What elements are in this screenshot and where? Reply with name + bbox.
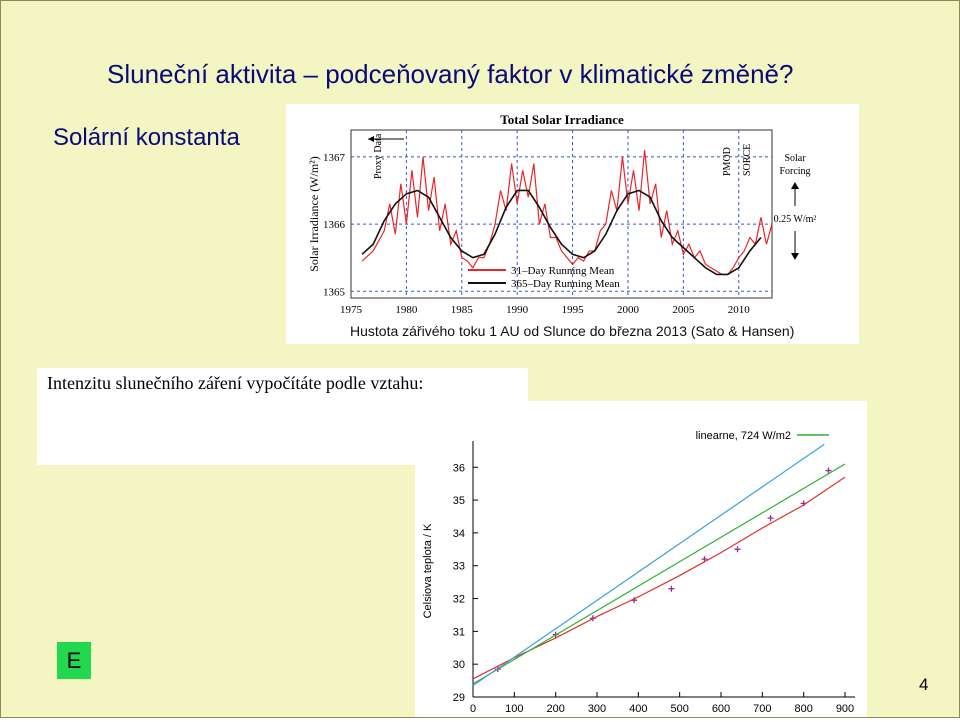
temperature-chart-panel <box>415 401 867 717</box>
x-tick-label: 1985 <box>450 304 473 316</box>
x-tick-label: 300 <box>587 703 607 715</box>
series-line-3 <box>473 444 824 685</box>
series-line-2 <box>473 464 845 684</box>
y-tick-label: 36 <box>452 462 465 475</box>
legend-label: linearne, 724 W/m2 <box>695 430 791 442</box>
y-tick-label: 1367 <box>323 151 345 164</box>
pmod-label: PMOD <box>722 147 733 176</box>
y-axis-label: Celsiova teplota / K <box>422 523 434 619</box>
e-button[interactable]: E <box>57 642 91 679</box>
x-tick-label: 100 <box>505 703 524 715</box>
series-line-1 <box>473 477 845 679</box>
legend-label: 31–Day Running Mean <box>511 265 615 277</box>
x-tick-label: 200 <box>546 703 565 715</box>
y-tick-label: 32 <box>452 593 465 606</box>
x-tick-label: 1975 <box>340 304 362 316</box>
x-tick-label: 2000 <box>616 304 639 316</box>
y-tick-label: 29 <box>452 692 465 704</box>
y-tick-label: 30 <box>452 659 465 672</box>
y-tick-label: 33 <box>452 560 465 573</box>
x-tick-label: 400 <box>629 703 648 715</box>
x-tick-label: 1990 <box>506 304 529 316</box>
x-tick-label: 2005 <box>672 304 695 316</box>
slide-title: Sluneční aktivita – podceňovaný faktor v klimatické změně? <box>107 59 794 89</box>
x-tick-label: 500 <box>670 703 689 715</box>
forcing-arrow-up-head <box>791 182 799 189</box>
legend <box>696 430 829 442</box>
y-tick-label: 1366 <box>323 219 345 232</box>
solar-forcing-value: 0.25 W/m² <box>773 214 817 225</box>
y-axis-label: Solar Irradiance (W/m²) <box>307 156 321 272</box>
chart-title: Total Solar Irradiance <box>500 112 624 127</box>
series-group <box>473 444 845 685</box>
series-365-day-mean <box>362 190 761 274</box>
legend-label: 365–Day Running Mean <box>511 278 620 290</box>
x-tick-label: 0 <box>469 703 477 715</box>
data-point <box>735 546 741 552</box>
solar-irradiance-chart <box>286 104 859 319</box>
x-tick-label: 900 <box>835 703 855 715</box>
temperature-chart <box>415 401 867 717</box>
x-tick-label: 1995 <box>561 304 584 316</box>
y-ticks <box>453 462 478 704</box>
data-point <box>768 515 774 521</box>
series-group <box>362 150 772 274</box>
solar-forcing-label: Solar <box>784 153 806 164</box>
y-ticks <box>323 152 346 298</box>
legend <box>468 265 620 290</box>
page-number: 4 <box>919 675 929 694</box>
x-ticks <box>470 692 854 715</box>
y-tick-label: 31 <box>452 626 465 639</box>
x-tick-label: 800 <box>794 703 813 715</box>
solar-chart-caption: Hustota zářivého toku 1 AU od Slunce do března 2013 (Sato & Hansen) <box>350 323 795 339</box>
y-tick-label: 34 <box>452 527 465 540</box>
x-tick-label: 1980 <box>395 304 418 316</box>
formula-intro: Intenzitu slunečního záření vypočítáte podle vztahu: <box>47 373 424 393</box>
x-ticks <box>340 304 750 316</box>
solar-forcing-label-2: Forcing <box>779 166 811 177</box>
sorce-label: SORCE <box>742 143 753 176</box>
y-tick-label: 35 <box>452 495 465 508</box>
slide-subtitle: Solární konstanta <box>53 124 240 151</box>
data-point <box>668 586 674 592</box>
series-31-day-mean <box>362 150 772 274</box>
forcing-arrow-down-head <box>791 253 799 260</box>
solar-irradiance-panel <box>286 104 859 344</box>
x-tick-label: 2010 <box>727 304 750 316</box>
x-tick-label: 700 <box>753 703 772 715</box>
y-tick-label: 1365 <box>323 286 345 299</box>
x-tick-label: 600 <box>711 703 731 715</box>
proxy-label: Proxy Data <box>373 133 384 179</box>
